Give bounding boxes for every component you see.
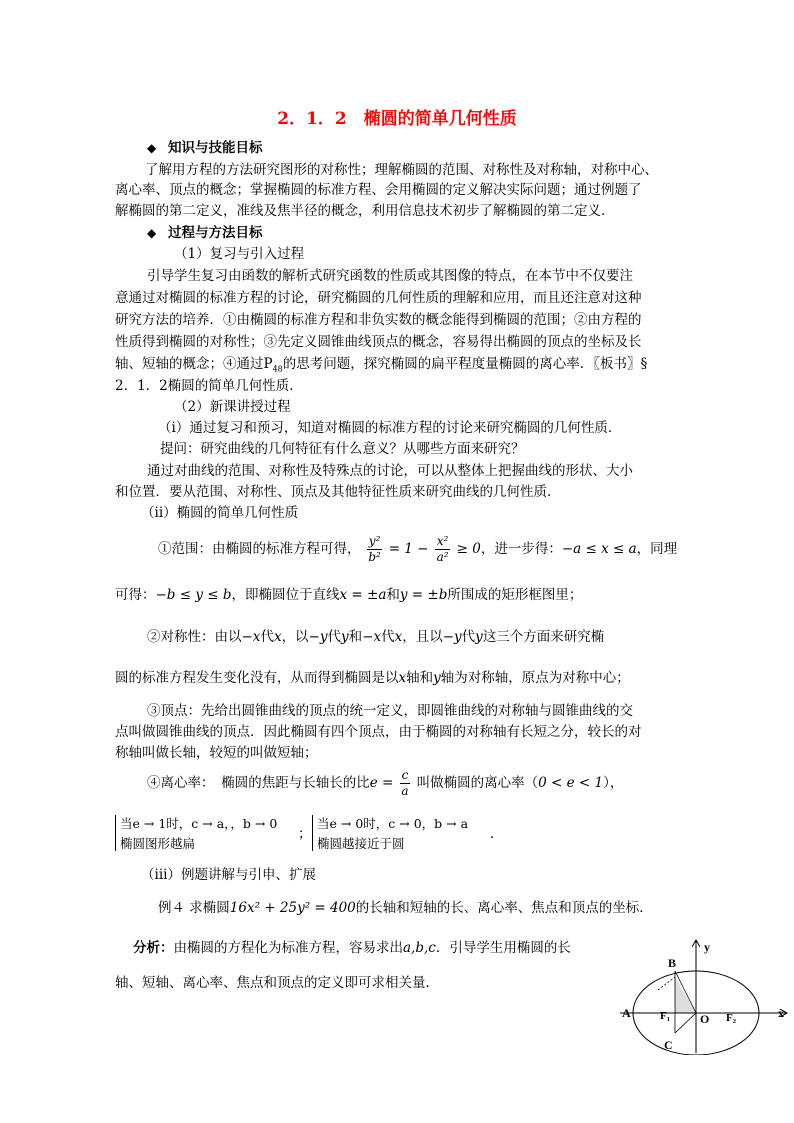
paragraph-line: （i）通过复习和预习，知道对椭圆的标准方程的讨论来研究椭圆的几何性质． [158,420,622,436]
section-heading-process: 过程与方法目标 [168,225,263,241]
example-line: 例４ 求椭圆16x² + 25y² = 400的长轴和短轴的长、离心率、焦点和顶点的坐标． [158,900,653,916]
case-2-bottom: 椭圆越接近于圆 [317,836,405,851]
page-title: 2．1．2 椭圆的简单几何性质 [277,109,517,129]
paragraph-line: 意通过对椭圆的标准方程的讨论，研究椭圆的几何性质的理解和应用，而且还注意对这种 [115,290,642,306]
paragraph-line: 2．1．2椭圆的简单几何性质． [115,378,303,394]
label-o: O [700,1012,710,1026]
subheading-lecture: （2）新课讲授过程 [174,399,291,415]
case-separator: ； [298,826,312,842]
case-2-top: 当e → 0时，c → 0，b → a [317,816,469,831]
case-end: ． [490,826,504,842]
label-c: C [664,1038,673,1052]
bullet-icon: ◆ [147,141,157,155]
label-a: A [622,1006,631,1020]
symmetry-line-2: 圆的标准方程发生变化没有，从而得到椭圆是以x轴和y轴为对称轴，原点为对称中心； [115,670,630,686]
paragraph-line: 轴、短轴的概念；④通过$P_{48}$的思考问题，探究椭圆的扁平程度量椭圆的离心率．〖板书〗§ [115,356,648,374]
subheading-review: （1）复习与引入过程 [174,246,305,262]
analysis-line: 分析：由椭圆的方程化为标准方程，容易求出a,b,c．引导学生用椭圆的长 [133,940,571,956]
paragraph-line: 引导学生复习由函数的解析式研究函数的性质或其图像的特点，在本节中不仅要注 [147,268,633,284]
case-1-top: 当e → 1时，c → a，，b → 0 [120,816,278,831]
paragraph-line: 解椭圆的第二定义，准线及焦半径的概念，利用信息技术初步了解椭圆的第二定义． [115,203,615,219]
paragraph-line: ③顶点：先给出圆锥曲线的顶点的统一定义，即圆锥曲线的对称轴与圆锥曲线的交 [147,703,633,719]
range-line-2: 可得：−b ≤ y ≤ b，即椭圆位于直线x = ±a和y = ±b所围成的矩形框图里； [115,587,583,603]
segment-co [675,1013,696,1033]
paragraph-line: 离心率、顶点的概念；掌握椭圆的标准方程、会用椭圆的定义解决实际问题；通过例题了 [115,182,642,198]
paragraph-line: 点叫做圆锥曲线的顶点．因此椭圆有四个顶点，由于椭圆的对称轴有长短之分，较长的对 [115,724,642,740]
symmetry-line: ②对称性：由以−x代x，以−y代y和−x代x，且以−y代y这三个方面来研究椭 [147,629,605,645]
paragraph-line: 通过对曲线的范围、对称性及特殊点的讨论，可以从整体上把握曲线的形状、大小 [147,463,633,479]
label-b: B [668,956,677,970]
paragraph-line: 和位置．要从范围、对称性、顶点及其他特征性质来研究曲线的几何性质． [115,484,561,500]
question-line: 提问：研究曲线的几何特征有什么意义？从哪些方面来研究？ [160,441,525,457]
case-1-bottom: 椭圆图形越扁 [120,836,196,851]
subheading-examples: （iii）例题讲解与引申、扩展 [141,867,316,883]
brace-left [115,815,116,851]
brace-right [312,815,313,851]
eccentricity-line: ④离心率： 椭圆的焦距与长轴长的比e = $\frac{c}{a}$ 叫做椭圆的离心率（0 < e < 1）， [147,768,624,798]
ellipse-figure [620,935,794,1055]
label-f1: F₁ [660,1010,671,1022]
bullet-icon: ◆ [147,226,157,240]
label-x: x [778,1006,784,1020]
paragraph-line: 了解用方程的方法研究图形的对称性；理解椭圆的范围、对称性及对称轴，对称中心、 [145,162,658,178]
label-f2: F₂ [726,1012,737,1024]
label-y: y [704,940,710,954]
paragraph-line: 性质得到椭圆的对称性；③先定义圆锥曲线顶点的概念，容易得出椭圆的顶点的坐标及长 [115,334,642,350]
paragraph-line: 称轴叫做长轴，较短的叫做短轴； [115,745,318,761]
segment-dash [658,977,675,990]
paragraph-line: 研究方法的培养．①由椭圆的标准方程和非负实数的概念能得到椭圆的范围；②由方程的 [115,312,642,328]
section-heading-knowledge: 知识与技能目标 [168,140,263,156]
shaded-triangle [675,977,696,1013]
range-line: ①范围：由椭圆的标准方程可得， $\frac{\text{y²}}{\text{b²}}$ = 1 − $\frac{\text{x²}}{\text{a²}}$ ≥ 0，进一步得：−a ≤ x ≤ a，同理 [158,534,678,564]
subheading-properties: （ii）椭圆的简单几何性质 [141,505,299,521]
analysis-line-2: 轴、短轴、离心率、焦点和顶点的定义即可求相关量． [115,975,439,991]
